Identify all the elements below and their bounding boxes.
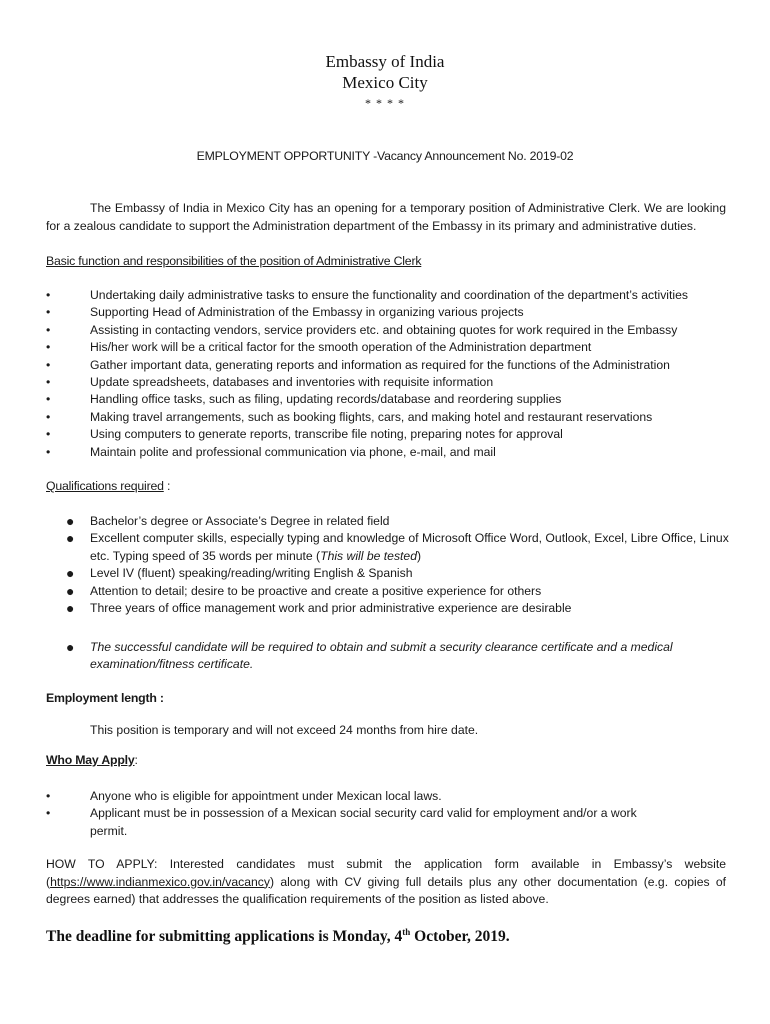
- bullet-icon: •: [46, 444, 51, 459]
- bullet-icon: ●: [66, 639, 75, 655]
- bullet-icon: •: [46, 375, 51, 390]
- list-item: • Update spreadsheets, databases and inventories with requisite information: [0, 374, 770, 391]
- bullet-icon: •: [46, 806, 51, 821]
- list-item: • Applicant must be in possession of a Mexican social security card valid for employment and/or a work permit.: [46, 806, 637, 838]
- list-item: • Assisting in contacting vendors, service providers etc. and obtaining quotes for work required in the Embassy: [0, 322, 770, 339]
- bullet-icon: •: [46, 322, 51, 337]
- bullet-icon: •: [46, 427, 51, 442]
- embassy-city: Mexico City: [342, 73, 428, 92]
- bullet-icon: •: [46, 340, 51, 355]
- list-item: • Undertaking daily administrative tasks to ensure the functionality and coordination of the department’s activities: [0, 287, 770, 304]
- bullet-icon: ●: [66, 530, 75, 547]
- list-item: • Making travel arrangements, such as booking flights, cars, and making hotel and restaurant reservations: [0, 409, 770, 426]
- list-item: • Gather important data, generating reports and information as required for the functions of the Administration: [0, 357, 770, 374]
- list-item: • Using computers to generate reports, transcribe file noting, preparing notes for approval: [0, 426, 770, 443]
- header-stars: * * * *: [365, 96, 405, 110]
- bullet-icon: ●: [66, 600, 75, 617]
- employment-length-text: This position is temporary and will not exceed 24 months from hire date.: [90, 723, 479, 737]
- bullet-icon: ●: [66, 513, 75, 529]
- list-item: • His/her work will be a critical factor for the smooth operation of the Administration department: [0, 339, 770, 356]
- intro-paragraph: [46, 200, 726, 235]
- list-item: • Handling office tasks, such as filing, updating records/database and reordering supplies: [0, 391, 770, 408]
- who-may-apply-heading: Who May Apply:: [46, 753, 138, 767]
- list-item: • Supporting Head of Administration of the Embassy in organizing various projects: [0, 304, 770, 321]
- security-note-list: [0, 639, 770, 674]
- qualifications-list: [0, 513, 770, 617]
- list-item: ● Attention to detail; desire to be proactive and create a positive experience for others: [66, 582, 542, 599]
- responsibilities-heading: Basic function and responsibilities of the position of Administrative Clerk: [46, 254, 422, 268]
- list-item: • Maintain polite and professional communication via phone, e-mail, and mail: [0, 444, 770, 461]
- bullet-icon: •: [46, 357, 51, 372]
- intro-text: The Embassy of India in Mexico City has an opening for a temporary position of Administrative Clerk. We are looking for a zealous candidate to support the Administration department of the Embassy in its primary and administrative duties.: [46, 201, 726, 233]
- bullet-icon: •: [46, 288, 51, 302]
- who-may-apply-list: [0, 788, 770, 840]
- list-item: ● Bachelor’s degree or Associate’s Degree in related field: [66, 513, 390, 529]
- bullet-icon: ●: [66, 582, 75, 599]
- responsibilities-list: [0, 287, 770, 461]
- bullet-icon: •: [46, 392, 51, 407]
- bullet-icon: •: [46, 409, 51, 424]
- list-item: ● Level IV (fluent) speaking/reading/writing English & Spanish: [66, 565, 413, 582]
- bullet-icon: •: [46, 305, 51, 320]
- bullet-icon: ●: [66, 565, 75, 582]
- list-item: ● The successful candidate will be required to obtain and submit a security clearance certificate and a medical examination/fitness certificate.: [66, 639, 673, 672]
- vacancy-subject: EMPLOYMENT OPPORTUNITY -Vacancy Announcement No. 2019-02: [196, 149, 574, 163]
- list-item: ● Three years of office management work and prior administrative experience are desirable: [66, 600, 572, 617]
- how-to-apply-paragraph: HOW TO APPLY: Interested candidates must submit the application form available in Embassy’s website (https://www.indianmexico.gov.in/vacancy) along with CV giving full details plus any other documentation (e.g. copies of degrees earned) that addresses the qualification requirements of the position as listed above.: [46, 857, 726, 906]
- deadline-statement: The deadline for submitting applications is Monday, 4th October, 2019.: [46, 927, 510, 946]
- vacancy-link[interactable]: https://www.indianmexico.gov.in/vacancy: [50, 874, 270, 889]
- qualifications-heading: Qualifications required :: [46, 479, 171, 493]
- bullet-icon: •: [46, 789, 51, 803]
- embassy-title: Embassy of India: [325, 52, 445, 71]
- employment-length-heading: Employment length :: [46, 691, 164, 705]
- list-item: • Anyone who is eligible for appointment under Mexican local laws.: [0, 788, 770, 805]
- list-item: ● Excellent computer skills, especially typing and knowledge of Microsoft Office Word, Outlook, Excel, Libre Office, Linux etc. Typing speed of 35 words per minute (This will be tested): [66, 530, 729, 563]
